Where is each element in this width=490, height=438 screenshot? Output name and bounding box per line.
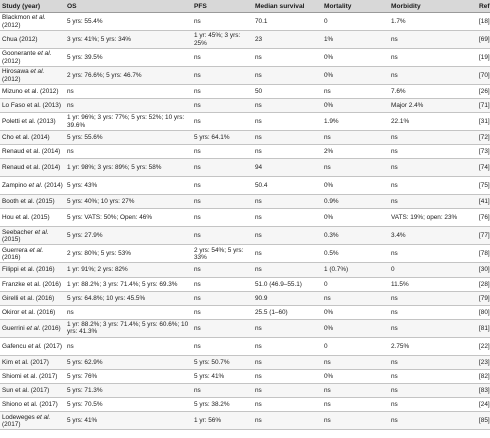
study-year: et al. (2017)	[15, 386, 50, 394]
cell-mortality: ns	[322, 412, 389, 430]
study-etal: et al.	[28, 182, 43, 190]
cell-study	[0, 113, 65, 131]
cell-mortality: 0.3%	[322, 227, 389, 245]
study-year: et al. (2016)	[26, 280, 61, 288]
table-row	[0, 291, 490, 305]
cell-ref: [80]	[477, 305, 490, 319]
header-median-survival: Median survival	[253, 0, 322, 13]
cell-os: 5 yrs: 62.9%	[65, 355, 192, 369]
cell-ref: [70]	[477, 67, 490, 85]
cell-study	[0, 49, 65, 67]
study-etal: et al.	[26, 324, 41, 332]
cell-mortality: ns	[322, 291, 389, 305]
cell-pfs: 5 yrs: 50.7%	[192, 355, 253, 369]
cell-median-survival: ns	[253, 355, 322, 369]
table-row	[0, 85, 490, 99]
study-author: Booth	[2, 198, 21, 206]
study-year: et al. (2017)	[14, 358, 49, 366]
cell-mortality: 0%	[322, 209, 389, 227]
cell-pfs: 1 yr: 45%; 3 yrs: 25%	[192, 31, 253, 49]
study-year: et al. (2014)	[15, 134, 50, 142]
cell-os: 5 yrs: 40%; 10 yrs: 27%	[65, 195, 192, 209]
cell-ref: [73]	[477, 145, 490, 159]
cell-mortality: 0	[322, 277, 389, 291]
cell-median-survival: 94	[253, 159, 322, 177]
cell-median-survival: ns	[253, 131, 322, 145]
cell-ref: [71]	[477, 99, 490, 113]
cell-morbidity: ns	[389, 305, 477, 319]
cell-study	[0, 263, 65, 277]
cell-median-survival: ns	[253, 263, 322, 277]
study-etal: et al.	[27, 342, 42, 350]
cell-os: 5 yrs: 76%	[65, 369, 192, 383]
cell-morbidity: 0	[389, 263, 477, 277]
table-row	[0, 99, 490, 113]
study-author: Guerrini	[2, 324, 27, 332]
cell-study	[0, 99, 65, 113]
cell-morbidity: 11.5%	[389, 277, 477, 291]
study-year: et al. (2015)	[20, 198, 55, 206]
table-row	[0, 412, 490, 430]
cell-median-survival: ns	[253, 412, 322, 430]
cell-median-survival: 50	[253, 85, 322, 99]
cell-median-survival: ns	[253, 67, 322, 85]
cell-ref: [24]	[477, 398, 490, 412]
cell-ref: [74]	[477, 159, 490, 177]
cell-pfs: ns	[192, 291, 253, 305]
study-author: Mizuno	[2, 87, 25, 95]
cell-os: 5 yrs: 71.3%	[65, 384, 192, 398]
cell-morbidity: ns	[389, 49, 477, 67]
study-year: (2016)	[2, 253, 21, 261]
study-author: Cho	[2, 134, 16, 142]
cell-os: 3 yrs: 41%; 5 yrs: 34%	[65, 31, 192, 49]
study-year: et al. (2016)	[21, 308, 56, 316]
cell-morbidity: ns	[389, 398, 477, 412]
table-row	[0, 13, 490, 31]
cell-os: 5 yrs: 39.5%	[65, 49, 192, 67]
cell-ref: [81]	[477, 319, 490, 337]
cell-morbidity: 3.4%	[389, 227, 477, 245]
cell-morbidity: VATS: 19%; open: 23%	[389, 209, 477, 227]
cell-os: 2 yrs: 76.6%; 5 yrs: 46.7%	[65, 67, 192, 85]
cell-median-survival: 51.0 (46.9–55.1)	[253, 277, 322, 291]
cell-median-survival: ns	[253, 384, 322, 398]
study-year: (2017)	[2, 420, 21, 428]
study-author: Zampino	[2, 182, 29, 190]
table-row	[0, 31, 490, 49]
study-author: Okiror	[2, 308, 22, 316]
cell-ref: [26]	[477, 85, 490, 99]
cell-ref: [31]	[477, 113, 490, 131]
cell-median-survival: 25.5 (1–60)	[253, 305, 322, 319]
cell-ref: [85]	[477, 412, 490, 430]
table-body	[0, 13, 490, 430]
study-author: Girelli	[2, 294, 21, 302]
table-row	[0, 245, 490, 263]
cell-os: 5 yrs: 55.4%	[65, 13, 192, 31]
cell-os: 5 yrs: 64.8%; 10 yrs: 45.5%	[65, 291, 192, 305]
cell-mortality: 0%	[322, 99, 389, 113]
study-year: et al. (2017)	[23, 372, 58, 380]
cell-morbidity: ns	[389, 319, 477, 337]
cell-pfs: ns	[192, 195, 253, 209]
cell-os: ns	[65, 85, 192, 99]
cell-pfs: ns	[192, 159, 253, 177]
cell-mortality: ns	[322, 159, 389, 177]
header-pfs: PFS	[192, 0, 253, 13]
cell-mortality: 0%	[322, 319, 389, 337]
table-row	[0, 337, 490, 355]
study-year: (2012)	[2, 21, 21, 29]
cell-study	[0, 131, 65, 145]
cell-mortality: 0	[322, 13, 389, 31]
cell-ref: [23]	[477, 355, 490, 369]
cell-study	[0, 227, 65, 245]
cell-ref: [76]	[477, 209, 490, 227]
cell-mortality: ns	[322, 398, 389, 412]
cell-os: ns	[65, 145, 192, 159]
study-year: et al. (2016)	[20, 294, 55, 302]
cell-morbidity: ns	[389, 31, 477, 49]
cell-median-survival: ns	[253, 369, 322, 383]
cell-os: ns	[65, 337, 192, 355]
cell-median-survival: ns	[253, 337, 322, 355]
header-ref: Ref	[477, 0, 490, 13]
study-author: Shiomi	[2, 372, 24, 380]
cell-ref: [82]	[477, 369, 490, 383]
study-author: Gafencu	[2, 342, 28, 350]
cell-os: 5 yrs: 55.6%	[65, 131, 192, 145]
study-author: Filippi	[2, 266, 21, 274]
cell-os: 5 yrs: 70.5%	[65, 398, 192, 412]
cell-ref: [78]	[477, 245, 490, 263]
cell-pfs: 5 yrs: 38.2%	[192, 398, 253, 412]
cell-os: ns	[65, 305, 192, 319]
cell-mortality: 0.5%	[322, 245, 389, 263]
study-etal: et al.	[36, 413, 51, 421]
cell-pfs: 5 yrs: 41%	[192, 369, 253, 383]
cell-mortality: 0%	[322, 67, 389, 85]
study-year: (2012)	[2, 57, 21, 65]
cell-pfs: ns	[192, 319, 253, 337]
study-etal: et al.	[29, 246, 44, 254]
cell-os: 5 yrs: 41%	[65, 412, 192, 430]
cell-ref: [28]	[477, 277, 490, 291]
cell-study	[0, 67, 65, 85]
table-row	[0, 145, 490, 159]
cell-pfs: ns	[192, 177, 253, 195]
cell-median-survival: ns	[253, 245, 322, 263]
cell-ref: [41]	[477, 195, 490, 209]
cell-morbidity: Major 2.4%	[389, 99, 477, 113]
study-year: (2017)	[41, 342, 63, 350]
cell-pfs: ns	[192, 145, 253, 159]
table-row	[0, 355, 490, 369]
cell-median-survival: 70.1	[253, 13, 322, 31]
study-year: (2014)	[42, 182, 63, 190]
cell-morbidity: 2.75%	[389, 337, 477, 355]
cell-study	[0, 177, 65, 195]
cell-pfs: 5 yrs: 64.1%	[192, 131, 253, 145]
cell-morbidity: ns	[389, 145, 477, 159]
cell-ref: [30]	[477, 263, 490, 277]
cell-pfs: 1 yr: 56%	[192, 412, 253, 430]
study-author: Guerrera	[2, 246, 30, 254]
study-author: Renaud	[2, 164, 27, 172]
cell-study	[0, 384, 65, 398]
cell-pfs: ns	[192, 277, 253, 291]
cell-ref: [69]	[477, 31, 490, 49]
cell-pfs: ns	[192, 67, 253, 85]
cell-ref: [83]	[477, 384, 490, 398]
cell-pfs: ns	[192, 384, 253, 398]
cell-median-survival: ns	[253, 99, 322, 113]
header-morbidity: Morbidity	[389, 0, 477, 13]
cell-mortality: ns	[322, 384, 389, 398]
cell-mortality: 0%	[322, 369, 389, 383]
cell-study	[0, 355, 65, 369]
cell-pfs: ns	[192, 85, 253, 99]
study-etal: et al.	[31, 14, 46, 22]
cell-mortality: 0.9%	[322, 195, 389, 209]
study-author: Franzke	[2, 280, 27, 288]
cell-study	[0, 245, 65, 263]
study-etal: et al.	[34, 228, 49, 236]
header-row	[0, 0, 490, 13]
study-year: (2012)	[19, 35, 38, 43]
cell-median-survival: ns	[253, 145, 322, 159]
study-author: Chua	[2, 35, 20, 43]
cell-morbidity: ns	[389, 369, 477, 383]
cell-median-survival: 23	[253, 31, 322, 49]
cell-morbidity: ns	[389, 159, 477, 177]
table-row	[0, 177, 490, 195]
cell-ref: [72]	[477, 131, 490, 145]
study-year: et al. (2017)	[23, 401, 58, 409]
cell-study	[0, 13, 65, 31]
cell-mortality: 1.9%	[322, 113, 389, 131]
cell-morbidity: ns	[389, 355, 477, 369]
study-year: et al. (2013)	[26, 102, 61, 110]
table-row	[0, 227, 490, 245]
study-author: Kim	[2, 358, 15, 366]
study-author: Renaud	[2, 148, 27, 156]
cell-os: 5 yrs: VATS: 50%; Open: 46%	[65, 209, 192, 227]
study-author: Poletti	[2, 118, 22, 126]
cell-morbidity: ns	[389, 67, 477, 85]
study-author: Hou	[2, 214, 16, 222]
cell-study	[0, 277, 65, 291]
cell-pfs: ns	[192, 227, 253, 245]
cell-morbidity: ns	[389, 245, 477, 263]
study-year: (2015)	[2, 235, 21, 243]
cell-median-survival: ns	[253, 195, 322, 209]
cell-mortality: 2%	[322, 145, 389, 159]
table-row	[0, 369, 490, 383]
cell-mortality: 0	[322, 337, 389, 355]
cell-os: 1 yr: 88.2%; 3 yrs: 71.4%; 5 yrs: 60.6%; 10 yrs: 41.3%	[65, 319, 192, 337]
cell-median-survival: 90.9	[253, 291, 322, 305]
cell-study	[0, 291, 65, 305]
study-author: Shiono	[2, 401, 24, 409]
table-row	[0, 319, 490, 337]
cell-pfs: 2 yrs: 54%; 5 yrs: 33%	[192, 245, 253, 263]
cell-mortality: 1 (0.7%)	[322, 263, 389, 277]
cell-os: 1 yr: 91%; 2 yrs: 82%	[65, 263, 192, 277]
study-author: Sun	[2, 386, 16, 394]
study-etal: et al.	[37, 50, 52, 58]
cell-morbidity: ns	[389, 384, 477, 398]
cell-os: 1 yr: 98%; 3 yrs: 89%; 5 yrs: 58%	[65, 159, 192, 177]
study-author: Lodeweges	[2, 413, 37, 421]
cell-median-survival: ns	[253, 398, 322, 412]
header-study: Study (year)	[0, 0, 65, 13]
cell-mortality: 0%	[322, 49, 389, 67]
cell-pfs: ns	[192, 263, 253, 277]
table-row	[0, 195, 490, 209]
study-author: Lo Faso	[2, 102, 27, 110]
cell-os: 1 yr: 96%; 3 yrs: 77%; 5 yrs: 52%; 10 yrs: 39.6%	[65, 113, 192, 131]
study-year: et al. (2012)	[24, 87, 59, 95]
cell-ref: [77]	[477, 227, 490, 245]
cell-os: 5 yrs: 27.9%	[65, 227, 192, 245]
cell-pfs: ns	[192, 113, 253, 131]
cell-median-survival: 50.4	[253, 177, 322, 195]
study-year: et al. (2014)	[26, 164, 61, 172]
cell-morbidity: ns	[389, 177, 477, 195]
cell-study	[0, 305, 65, 319]
cell-study	[0, 369, 65, 383]
cell-median-survival: ns	[253, 113, 322, 131]
study-author: Goonerante	[2, 50, 38, 58]
study-year: et al. (2015)	[15, 214, 50, 222]
study-author: Hirosawa	[2, 68, 31, 76]
table-row	[0, 131, 490, 145]
study-etal: et al.	[30, 68, 45, 76]
cell-study	[0, 209, 65, 227]
study-year: et al. (2013)	[21, 118, 56, 126]
study-year: et al. (2016)	[20, 266, 55, 274]
cell-pfs: ns	[192, 49, 253, 67]
table-header	[0, 0, 490, 13]
cell-morbidity: 22.1%	[389, 113, 477, 131]
table-row	[0, 209, 490, 227]
cell-mortality: 0%	[322, 305, 389, 319]
cell-study	[0, 398, 65, 412]
table-row	[0, 384, 490, 398]
cell-os: 2 yrs: 80%; 5 yrs: 53%	[65, 245, 192, 263]
study-year: (2012)	[2, 75, 21, 83]
table-row	[0, 67, 490, 85]
cell-pfs: ns	[192, 305, 253, 319]
cell-median-survival: ns	[253, 49, 322, 67]
cell-mortality: 0%	[322, 177, 389, 195]
cell-pfs: ns	[192, 337, 253, 355]
cell-mortality: 1%	[322, 31, 389, 49]
cell-study	[0, 145, 65, 159]
header-os: OS	[65, 0, 192, 13]
study-year: (2016)	[40, 324, 61, 332]
cell-study	[0, 31, 65, 49]
cell-median-survival: ns	[253, 319, 322, 337]
cell-median-survival: ns	[253, 227, 322, 245]
table-row	[0, 263, 490, 277]
table-row	[0, 49, 490, 67]
cell-morbidity: ns	[389, 195, 477, 209]
cell-mortality: ns	[322, 355, 389, 369]
cell-study	[0, 159, 65, 177]
cell-ref: [18]	[477, 13, 490, 31]
table-row	[0, 113, 490, 131]
table-row	[0, 398, 490, 412]
study-author: Seebacher	[2, 228, 35, 236]
cell-study	[0, 319, 65, 337]
cell-mortality: ns	[322, 85, 389, 99]
cell-ref: [22]	[477, 337, 490, 355]
study-author: Blackmon	[2, 14, 32, 22]
cell-median-survival: ns	[253, 209, 322, 227]
cell-os: ns	[65, 99, 192, 113]
header-mortality: Mortality	[322, 0, 389, 13]
cell-os: 1 yr: 88.2%; 3 yrs: 71.4%; 5 yrs: 69.3%	[65, 277, 192, 291]
cell-ref: [19]	[477, 49, 490, 67]
table-row	[0, 305, 490, 319]
cell-pfs: ns	[192, 13, 253, 31]
cell-mortality: ns	[322, 131, 389, 145]
cell-study	[0, 337, 65, 355]
cell-morbidity: ns	[389, 291, 477, 305]
cell-pfs: ns	[192, 209, 253, 227]
table-row	[0, 159, 490, 177]
cell-study	[0, 195, 65, 209]
cell-morbidity: 1.7%	[389, 13, 477, 31]
cell-study	[0, 412, 65, 430]
cell-morbidity: 7.6%	[389, 85, 477, 99]
cell-os: 5 yrs: 43%	[65, 177, 192, 195]
study-year: et al. (2014)	[26, 148, 61, 156]
cell-study	[0, 85, 65, 99]
cell-morbidity: ns	[389, 131, 477, 145]
cell-ref: [75]	[477, 177, 490, 195]
table-row	[0, 277, 490, 291]
cell-ref: [79]	[477, 291, 490, 305]
cell-morbidity: ns	[389, 412, 477, 430]
cell-pfs: ns	[192, 99, 253, 113]
